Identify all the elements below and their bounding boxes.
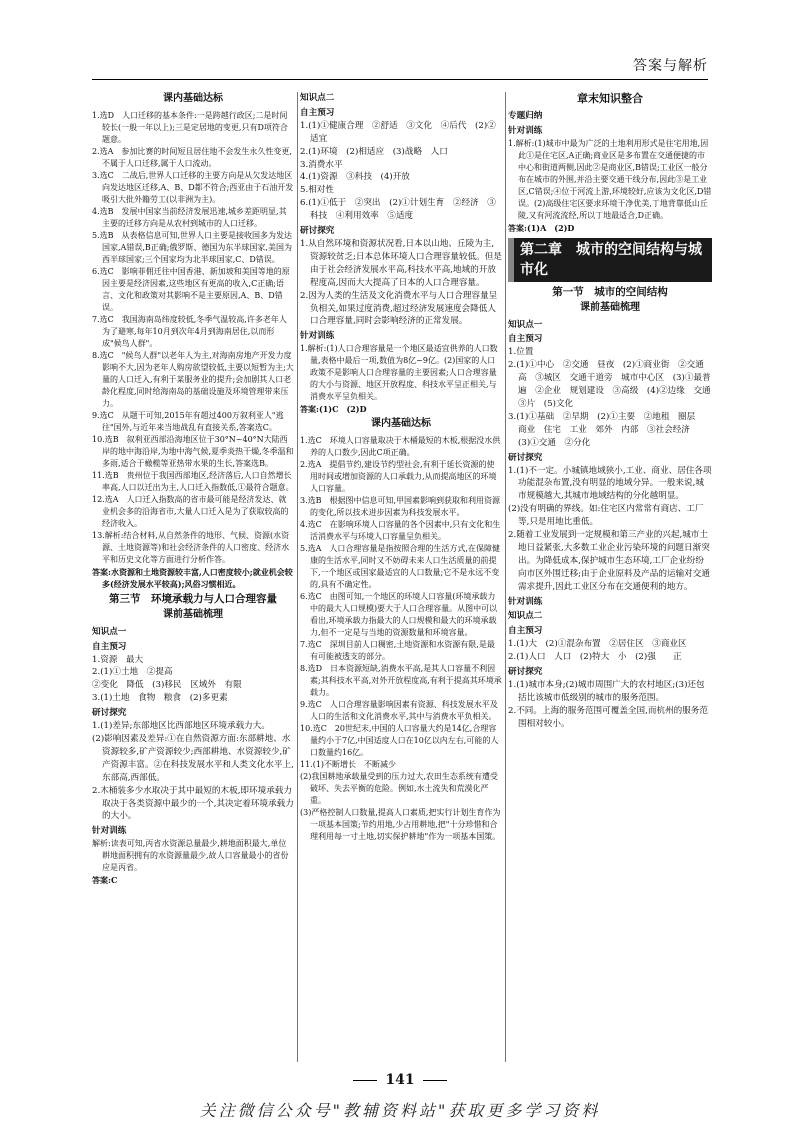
text-line: 2.木桶装多少水取决于其中最短的木板,即环境承载力取决于各类资源中最少的一个,其决定着环境承载力的大小。 — [92, 785, 294, 822]
discussion-label: 研讨探究 — [300, 226, 335, 237]
text-line: 2.(1)环境 (2)相适应 (3)战略 人口 — [300, 146, 448, 157]
text-line: 5.选B 从表格信息可知,世界人口主要是接收国多为发达国家,A错误,B正确;俄罗斯、德国为东半球国家,美国为西半球国家;三个国家均为北半球国家,C、D错误。 — [92, 230, 293, 264]
discussion-label: 研讨探究 — [508, 452, 543, 463]
text-line: 解析:读表可知,丙省水资源总量最少,耕地面积最大,单位耕地面积拥有的水资源量最少,故人口容量最小的省份应是丙省。 — [92, 839, 289, 873]
text-line: 6.(1)①低于 ②突出 (2)①计划生育 ②经济 ③科技 ④利用效率 ⑤适度 — [300, 198, 496, 222]
text-line: 2.选A 提倡节约,建设节约型社会,有利于延长资源的使用时间或增加资源的人口承载力,从而提高地区的环境人口容量。 — [300, 460, 497, 494]
text-line: 1.资源 最大 — [92, 654, 144, 665]
text-line: 1.解析:(1)城市中最为广泛的土地利用形式是住宅用地,因此①是住宅区,A正确;商业区是多布置在交通便捷的市中心和街道两侧,因此②是商业区,B错误;工业区一般分布在城市的外围,并沿主要交通干线分布,因此③是工业区,C错误;④位于河流上游,环境较好,应该为文化区,D错误。(2)高级住宅区要求环境干净优美,丁地背靠低山丘陵,又有河流流经,所以丁地最适合,D正确。 — [508, 138, 712, 220]
text-line: 1.(1)大 (2)①混杂布置 ②居住区 ③商业区 — [508, 639, 687, 650]
preview-list — [300, 120, 502, 223]
text-line: 答案:(1)A (2)D — [508, 222, 575, 233]
subsection-title: 课前基础梳理 — [580, 301, 640, 313]
answer-list — [92, 110, 294, 590]
preview-list — [92, 654, 294, 706]
discussion-list — [300, 238, 502, 328]
header-title: 答案与解析 — [633, 58, 708, 74]
text-line: 2.因为人类的生活及文化消费水平与人口合理容量呈负相关,如果过度消费,超过经济发展速度会降低人口合理容量,同时会影响经济的正常发展。 — [300, 290, 498, 327]
preview-list — [508, 346, 720, 449]
text-line: 2.(1)①中心 ②交通 昼夜 (2)①商业街 ②交通 高 ③城区 交通干道旁 城市中心区 (3)①最普遍 ②企业 规划建设 ③高级 (4)②边缘 交通 ③片 (5)文化 — [508, 360, 720, 409]
training-label: 针对训练 — [508, 125, 543, 136]
text-line: 1.位置 — [508, 347, 534, 358]
section-heading: 第三节 环境承载力与人口合理容量 — [109, 592, 277, 605]
section-heading: 第一节 城市的空间结构 — [552, 285, 668, 298]
section-title: 课内基础达标 — [163, 93, 223, 104]
text-line: 5.选A 人口合理容量是指按照合理的生活方式,在保障健康的生活水平,同时又不妨碍未来人口生活质量的前提下,一个地区或国家最适宜的人口数量;它不是永远不变的,具有不确定性。 — [300, 544, 500, 590]
text-line: 1.(1)①健康合理 ②舒适 ③文化 ④后代 (2)②适宜 — [300, 120, 496, 144]
self-study-label: 自主预习 — [300, 107, 335, 118]
text-line: 10.选C 20世纪末,中国的人口容量大约是14亿,合理容量约小于7亿,中国适度人口在10亿以内左右,可能的人口数量约16亿。 — [300, 724, 499, 758]
section-title: 课内基础达标 — [371, 418, 431, 430]
topic-summary-label: 专题归纳 — [508, 110, 543, 121]
self-study-label: 自主预习 — [508, 626, 543, 637]
answer-list — [300, 435, 502, 843]
text-line: 1.解析:(1)人口合理容量是一个地区最适宜供养的人口数量,表格中最后一项,数值为8亿~9亿。(2)国家的人口政策不是影响人口合理容量的主要因素;人口合理容量的大小与资源、地区开放程度、科技水平呈正相关,与消费水平呈负相关。 — [300, 344, 498, 402]
knowledge-point-label: 知识点二 — [300, 93, 335, 103]
subsection-title: 课前基础梳理 — [163, 608, 223, 620]
chapter-banner: 第二章 城市的空间结构与城市化 — [508, 238, 712, 282]
text-line: 1.(1)差异;东部地区比西部地区环境承载力大。 — [92, 721, 270, 732]
text-line: 3.选B 根据图中信息可知,甲国素影响到获取和利用资源的变化,所以技术进步因素为科技发展水平。 — [300, 496, 501, 518]
text-line: (2)我国耕地承载量受到的压力过大,农田生态系统有遭受破坏、失去平衡的危险。例如,水土流失和荒漠化严重。 — [300, 772, 498, 806]
training-label: 针对训练 — [300, 331, 335, 342]
text-line: 2.(1)①土地 ②提高 — [92, 667, 173, 678]
self-study-label: 自主预习 — [92, 641, 127, 652]
page-number-text: 141 — [385, 1072, 415, 1088]
training-label: 针对训练 — [92, 826, 127, 837]
text-line: 11.选B 贵州位于我国西部地区,经济落后,人口自然增长率高,人口以迁出为主,人口迁入指数低,①最符合题意。 — [92, 470, 294, 492]
training-label: 针对训练 — [508, 596, 543, 607]
text-line: (2)影响因素及差异:①在自然资源方面:东部耕地、水资源较多,矿产资源较少;西部耕地、水资源较少,矿产资源丰富。②在科技发展水平和人类文化水平上,东部高,西部低。 — [92, 733, 294, 783]
training-list — [508, 138, 712, 234]
text-line: 7.选C 我国海南岛纬度较低,冬季气温较高,许多老年人为了避寒,每年10月到次年4月到海南居住,以而形成"候鸟人群"。 — [92, 314, 287, 348]
page-header — [92, 55, 708, 79]
text-line: 1.选D 人口迁移的基本条件:一是跨越行政区;二是时间较长(一般一年以上);三是定居地的变更,只有D项符合题意。 — [92, 110, 288, 144]
text-line: 8.选C "候鸟人群"以老年人为主,对海南房地产开发力度影响不大,因为老年人购房欲望较低,主要以短暂为主;大量的人口迁入,有利于某服务业的提升;会加剧其人口老龄化程度,同时给海南岛的基础设施及环境管理带来压力。 — [92, 350, 294, 408]
text-line: 11.(1)不断增长 不断减少 — [300, 760, 397, 770]
page-number-dash — [353, 1080, 377, 1081]
discussion-list — [92, 720, 294, 823]
text-line: 答案:水资源和土地资源较丰富,人口密度较小;就业机会较多(经济发展水平较高);风俗习惯相近。 — [92, 566, 293, 589]
text-line: 答案:(1)C (2)D — [300, 404, 367, 415]
text-line: 4.选C 在影响环境人口容量的各个因素中,只有文化和生活消费水平与环境人口容量呈负相关。 — [300, 520, 501, 542]
text-line: 2.随着工业发展到一定规模和第三产业的兴起,城市土地日益紧张,大多数工业企业污染环境的问题日渐突出。为降低成本,保护城市生态环境,工厂企业纷纷向市区外围迁移;由于企业原料及产品的运输对交通需求提升,因此工业区分布在交通便利的地方。 — [508, 530, 710, 592]
text-line: 10.选B 叙利亚西部沿海地区位于30°N~40°N大陆西岸的地中海沿岸,为地中海气候,夏季炎热干燥,冬季温和多雨,适合于橄榄等亚热带水果的生长,答案选B。 — [92, 434, 294, 468]
text-line: 8.选D 日本资源短缺,消费水平高,是其人口容量不利因素;其科技水平高,对外开放程度高,有利于提高其环境承载力。 — [300, 664, 502, 698]
column-2 — [300, 90, 502, 843]
text-line: 1.(1)不一定。小城镇地域狭小,工业、商业、居住各项功能混杂布置,没有明显的地域分异。一般来说,城市规模越大,其城市地域结构的分化越明显。 — [508, 465, 712, 502]
text-line: 答案:C — [92, 875, 118, 886]
handwritten-footer: 关注微信公众号"教辅资料站"获取更多学习资料 — [199, 1101, 601, 1120]
column-divider — [297, 92, 298, 1062]
header-rule — [92, 79, 708, 80]
text-line: 4.(1)资源 ③科技 (4)开放 — [300, 172, 410, 183]
text-line: 6.选C 由图可知,一个地区的环境人口容量(环境承载力中的最大人口规模)要大于人口合理容量。从图中可以看出,环境承载力指最大的人口规模和最大的环境承载力,但不一定是与当地的资源数量和环境容量。 — [300, 592, 498, 638]
text-line: 1.选C 环境人口容量取决于木桶最短的木板,根据没水供养的人口数少,因此C项正确。 — [300, 436, 501, 458]
text-line: 3.消费水平 — [300, 159, 343, 170]
text-line: 4.选B 发展中国家当前经济发展迅速,城乡差距明显,其主要的迁移方向是从农村到城市的人口迁移。 — [92, 206, 287, 228]
text-line: ②变化 降低 (3)移民 区域外 有限 — [92, 680, 242, 691]
text-line: (2)没有明确的界线。如:住宅区内常常有商店、工厂等,只是用地比重低。 — [508, 504, 704, 528]
knowledge-point-label: 知识点一 — [92, 626, 127, 637]
text-line: 3.(1)①基础 ②早期 (2)①主要 ②地租 圈层 商业 住宅 工业 郊外 内部 ③社会经济 (3)①交通 ②分化 — [508, 411, 704, 448]
text-line: 6.选C 影响菲佣迁往中国香港、新加坡和美国等地的原因主要是经济因素,这些地区有更高的收入,C正确;语言、文化和政策对其影响不是主要原因,A、B、D错误。 — [92, 266, 290, 312]
training-list — [92, 838, 294, 886]
knowledge-point-label: 知识点二 — [508, 611, 543, 622]
text-line: 3.(1)土地 食物 粮食 (2)多更素 — [92, 693, 228, 704]
text-line: 12.选A 人口迁入指数高的省市最可能是经济发达、就业机会多的沿海省市,大量人口迁入是为了获取较高的经济收入。 — [92, 494, 289, 528]
page-number — [0, 1072, 800, 1088]
text-line: 9.选C 从题干可知,2015年有超过400万叙利亚人"逃往"国外,与近年来当地战乱有直接关系,答案选C。 — [92, 410, 284, 432]
text-line: 13.解析:结合材料,从自然条件的地形、气候、资源(水资源、土地资源等)和社会经济条件的人口密度、经济水平和历史文化等方面进行分析作答。 — [92, 530, 290, 564]
text-line: (3)严格控制人口数量,提高人口素质,把实行计划生育作为一项基本国策;节约用地,少占用耕地,把"十分珍惜和合理利用每一寸土地,切实保护耕地"作为一项基本国策。 — [300, 808, 501, 842]
text-line: 7.选C 深圳目前人口稠密,土地资源和水资源有限,是最有可能被透支的部分。 — [300, 640, 495, 662]
text-line: 2.(1)人口 人口 (2)特大 小 (2)强 正 — [508, 652, 682, 663]
column-1 — [92, 90, 294, 886]
discussion-list — [508, 465, 712, 594]
self-study-label: 自主预习 — [508, 334, 543, 345]
text-line: 2.不同。上海的服务范围可覆盖全国,而杭州的服务范围相对较小。 — [508, 705, 708, 729]
discussion-list — [508, 679, 712, 731]
knowledge-point-label: 知识点一 — [508, 319, 543, 330]
text-line: 1.(1)城市本身;(2)城市周围广大的农村地区;(3)还包括比该城市低级别的城市的服务范围。 — [508, 680, 705, 703]
chapter-summary-title: 章末知识整合 — [577, 92, 643, 105]
discussion-label: 研讨探究 — [92, 708, 127, 719]
column-3 — [508, 90, 720, 731]
text-line: 9.选C 人口合理容量影响因素有资源、科技发展水平及人口的生活和文化消费水平,其中与消费水平负相关。 — [300, 700, 498, 722]
training-list — [300, 343, 502, 415]
page-number-dash — [423, 1080, 447, 1081]
discussion-label: 研讨探究 — [508, 667, 543, 678]
preview-list — [508, 638, 712, 664]
text-line: 1.从自然环境和资源状况看,日本以山地、丘陵为主,资源较贫乏;日本总体环境人口合理容量较低。但是由于社会经济发展水平高,科技水平高,地域的开放程度高,因而大大提高了日本的人口合理容量。 — [300, 238, 502, 288]
text-line: 2.选A 参加比赛的时间短且居住地不会发生永久性变更,不属于人口迁移,属于人口流动。 — [92, 146, 292, 168]
text-line: 3.选C 二战后,世界人口迁移的主要方向是从欠发达地区向发达地区迁移,A、B、D都不符合;西亚由于石油开发吸引大批外籍劳工(以非洲为主)。 — [92, 170, 294, 204]
column-divider — [505, 92, 506, 1062]
text-line: 5.相对性 — [300, 185, 334, 196]
